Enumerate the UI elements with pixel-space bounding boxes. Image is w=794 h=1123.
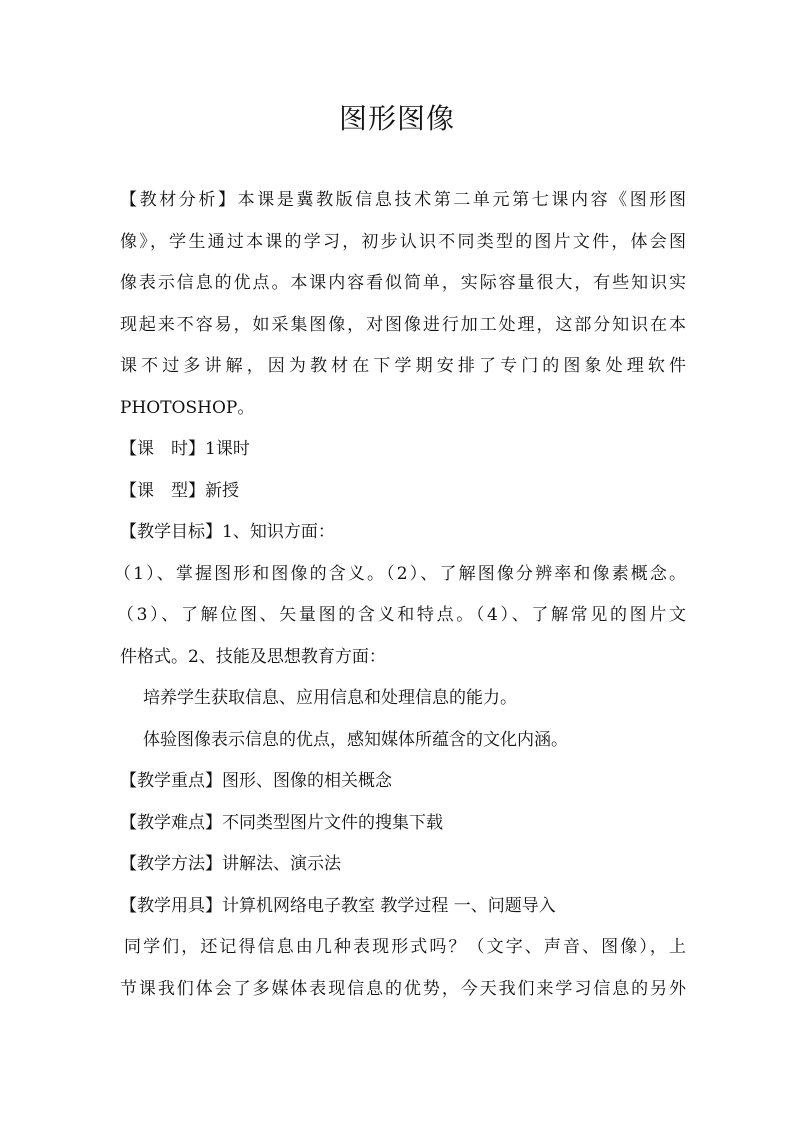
- goal-line: 体验图像表示信息的优点，感知媒体所蕴含的文化内涵。: [143, 729, 568, 750]
- paragraph-line: 【教材分析】本课是冀教版信息技术第二单元第七课内容《图形图: [120, 190, 686, 210]
- class-hours-line: 【课 时】1课时: [120, 439, 250, 459]
- difficulty-line: 【教学难点】不同类型图片文件的搜集下载: [120, 812, 443, 833]
- paragraph-line: 现起来不容易，如采集图像，对图像进行加工处理，这部分知识在本: [120, 314, 686, 335]
- paragraph-line: 节课我们体会了多媒体表现信息的优势，今天我们来学习信息的另外: [120, 978, 686, 999]
- paragraph-line: 课不过多讲解，因为教材在下学期安排了专门的图象处理软件: [120, 356, 686, 376]
- paragraph-line: 同学们，还记得信息由几种表现形式吗？（文字、声音、图像），上: [124, 937, 686, 957]
- key-point-line: 【教学重点】图形、图像的相关概念: [120, 771, 392, 791]
- document-body: [114, 180, 686, 1010]
- goal-line: （3）、了解位图、矢量图的含义和特点。（4）、了解常见的图片文: [117, 605, 686, 625]
- method-line: 【教学方法】讲解法、演示法: [120, 854, 341, 874]
- teaching-goals-heading: 【教学目标】1、知识方面：: [120, 522, 335, 542]
- paragraph-line: 像表示信息的优点。本课内容看似简单，实际容量很大，有些知识实: [120, 273, 686, 293]
- goal-line: （1）、掌握图形和图像的含义。（2）、了解图像分辨率和像素概念。: [114, 563, 686, 584]
- goal-line: 培养学生获取信息、应用信息和处理信息的能力。: [143, 688, 517, 708]
- document-title: 图形图像: [338, 102, 455, 135]
- goal-line: 件格式。2、技能及思想教育方面：: [120, 646, 386, 667]
- lesson-type-line: 【课 型】新授: [120, 480, 239, 501]
- paragraph-line: 像》，学生通过本课的学习，初步认识不同类型的图片文件，体会图: [120, 231, 686, 252]
- paragraph-line: PHOTOSHOP。: [120, 397, 255, 418]
- tools-line: 【教学用具】计算机网络电子教室 教学过程 一、问题导入: [120, 895, 556, 916]
